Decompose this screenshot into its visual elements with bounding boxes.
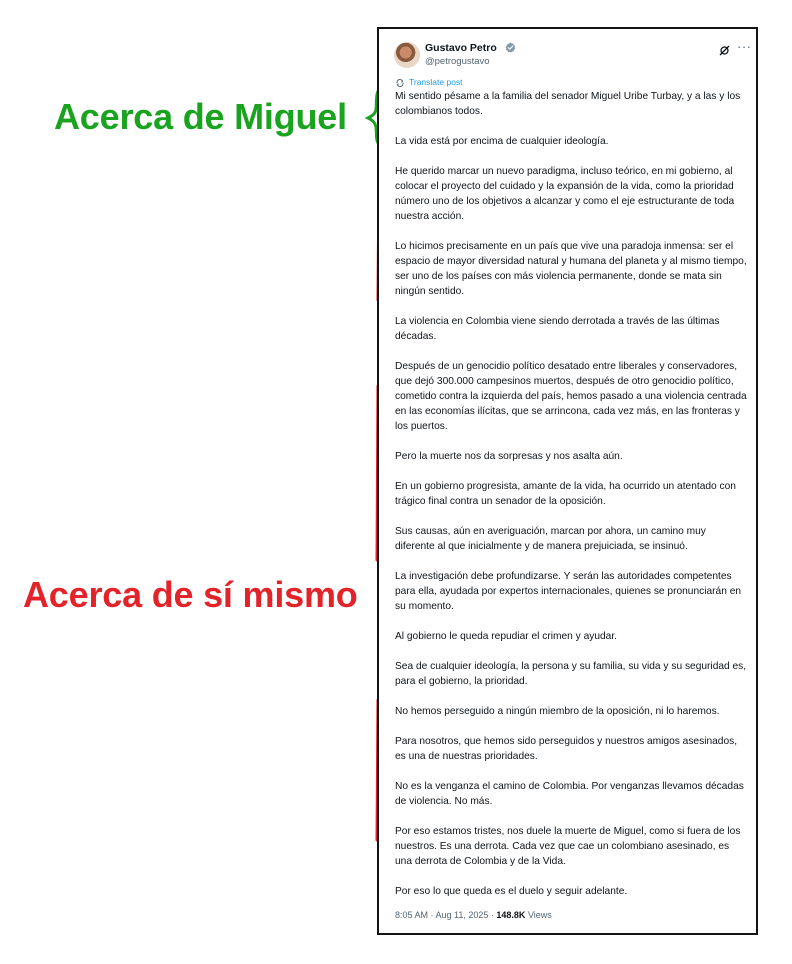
grok-icon[interactable] (719, 45, 730, 56)
paragraph: En un gobierno progresista, amante de la vida, ha ocurrido un atentado con trágico final contra un senador de la oposición. (395, 481, 736, 507)
tweet-card[interactable] (377, 27, 758, 935)
views-count: 148.8K (496, 910, 526, 920)
handle[interactable]: @petrogustavo (425, 56, 490, 67)
more-icon[interactable]: ··· (737, 39, 752, 54)
annotation-about-himself: Acerca de sí mismo (23, 574, 358, 615)
paragraph: Pero la muerte nos da sorpresas y nos asalta aún. (395, 451, 623, 462)
paragraph: No hemos perseguido a ningún miembro de la oposición, ni lo haremos. (395, 706, 720, 717)
paragraph: Sus causas, aún en averiguación, marcan por ahora, un camino muy diferente al que inicialmente y de manera prejuiciada, se insinuó. (395, 526, 706, 552)
paragraph: He querido marcar un nuevo paradigma, incluso teórico, en mi gobierno, al colocar el proyecto del cuidado y la expansión de la vida, como la prioridad número uno de los objetivos a alcanzar y como el eje estructurante de toda nuestra acción. (395, 166, 735, 222)
translate-icon (395, 78, 405, 88)
views-label: Views (525, 910, 552, 920)
paragraph: La violencia en Colombia viene siendo derrotada a través de las últimas décadas. (395, 316, 720, 342)
annotation-about-miguel: Acerca de Miguel (54, 96, 347, 137)
verified-badge-icon (505, 42, 516, 53)
display-name[interactable]: Gustavo Petro (425, 42, 497, 54)
paragraph: Al gobierno le queda repudiar el crimen y ayudar. (395, 631, 617, 642)
avatar[interactable] (394, 42, 420, 68)
translate-post-link[interactable]: Translate post (409, 77, 463, 87)
paragraph: Sea de cualquier ideología, la persona y su familia, su vida y su seguridad es, para el gobierno, la prioridad. (395, 661, 747, 687)
paragraph: Lo hicimos precisamente en un país que vive una paradoja inmensa: ser el espacio de mayor diversidad natural y humana del planeta y al mismo tiempo, ser uno de los países con más violencia permanente, donde se mata sin ningún sentido. (395, 241, 747, 297)
paragraph: Por eso lo que queda es el duelo y seguir adelante. (395, 886, 628, 897)
paragraph: La vida está por encima de cualquier ideología. (395, 136, 609, 147)
paragraph: La investigación debe profundizarse. Y serán las autoridades competentes para ella, ayudada por expertos internacionales, quienes se pronunciarán en su momento. (395, 571, 742, 612)
tweet-text (395, 89, 747, 914)
paragraph: Para nosotros, que hemos sido perseguidos y nuestros amigos asesinados, es una de nuestras prioridades. (395, 736, 738, 762)
timestamp[interactable]: 8:05 AM · Aug 11, 2025 · (395, 910, 497, 920)
paragraph: Por eso estamos tristes, nos duele la muerte de Miguel, como si fuera de los nuestros. Es una derrota. Cada vez que cae un colombiano asesinado, es una derrota de Colombia y de la Vida. (395, 826, 741, 867)
paragraph: No es la venganza el camino de Colombia. Por venganzas llevamos décadas de violencia. No más. (395, 781, 744, 807)
tweet-header (394, 39, 752, 69)
paragraph: Mi sentido pésame a la familia del senador Miguel Uribe Turbay, y a las y los colombianos todos. (395, 91, 741, 117)
paragraph: Después de un genocidio político desatado entre liberales y conservadores, que dejó 300.000 campesinos muertos, después de otro genocidio político, cometido contra la izquierda del país, hemos pasado a una violencia centrada en las economías ilícitas, que se arrincona, cada vez más, en las fronteras y los puertos. (395, 361, 747, 432)
tweet-meta (395, 910, 552, 920)
